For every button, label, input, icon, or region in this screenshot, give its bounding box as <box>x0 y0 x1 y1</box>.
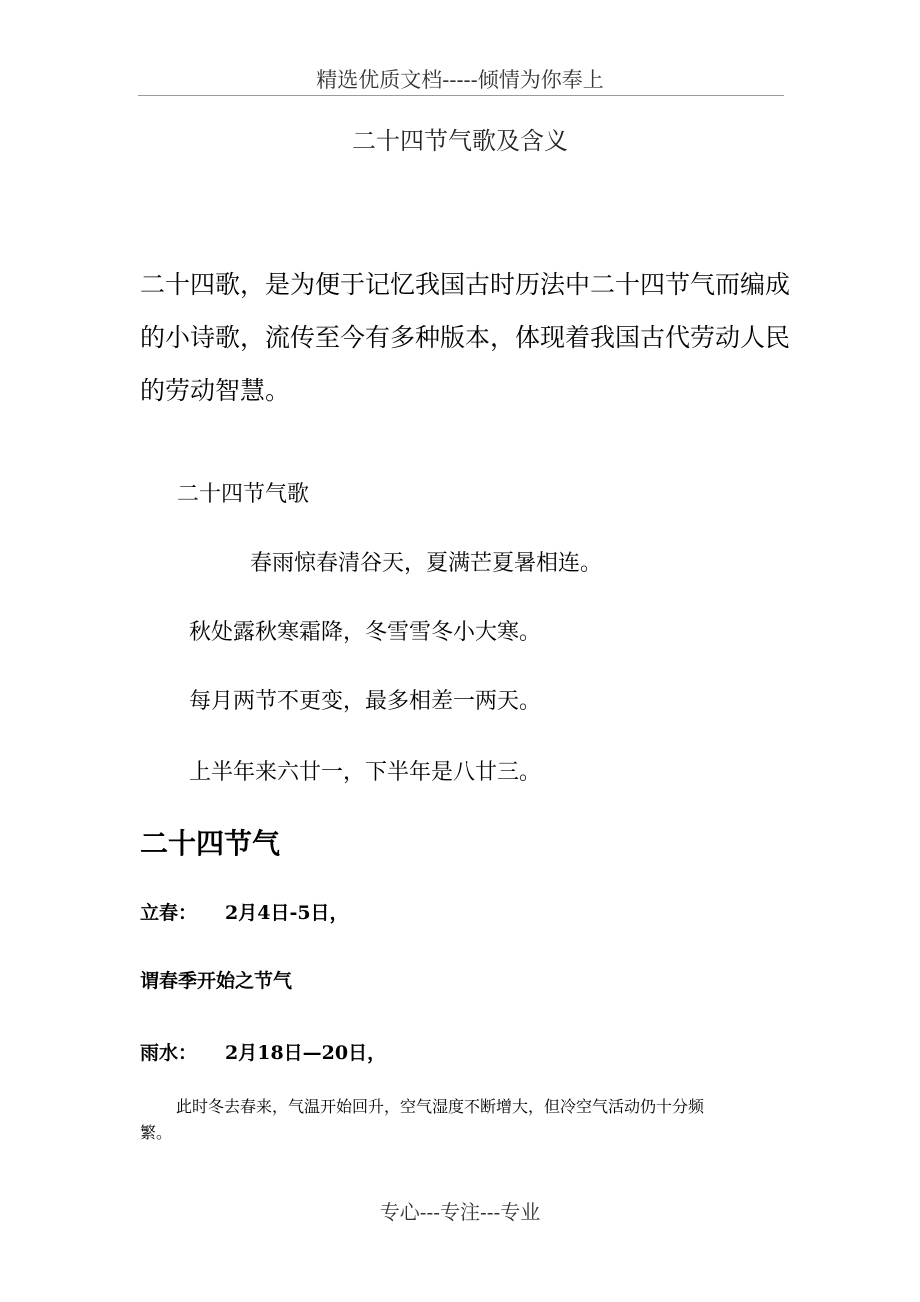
term-lichun <box>140 898 349 925</box>
intro-line: 二十四歌，是为便于记忆我国古时历法中二十四节气而编成 <box>140 270 791 299</box>
intro-line: 的劳动智慧。 <box>140 376 291 405</box>
song-verse: 春雨惊春清谷天，夏满芒夏暑相连。 <box>250 551 603 576</box>
song-verse: 秋处露秋寒霜降，冬雪雪冬小大寒。 <box>189 620 542 645</box>
term-date: 2月18日—20日， <box>225 1042 387 1064</box>
term-date: 2月4日-5日， <box>225 902 349 924</box>
description-line: 繁。 <box>140 1123 173 1142</box>
header-divider <box>138 95 784 96</box>
section-heading: 二十四节气 <box>140 827 281 860</box>
term-description <box>140 1094 790 1146</box>
song-verse: 每月两节不更变，最多相差一两天。 <box>189 689 542 714</box>
term-name: 立春： <box>140 902 198 924</box>
page-header: 精选优质文档-----倾情为你奉上 <box>316 68 604 92</box>
term-yushui <box>140 1038 386 1065</box>
intro-line: 的小诗歌，流传至今有多种版本，体现着我国古代劳动人民 <box>140 323 791 352</box>
term-name: 雨水： <box>140 1042 198 1064</box>
intro-paragraph <box>140 258 790 417</box>
song-title: 二十四节气歌 <box>177 482 310 507</box>
page-footer: 专心---专注---专业 <box>379 1200 541 1224</box>
document-title: 二十四节气歌及含义 <box>352 127 568 155</box>
term-description: 谓春季开始之节气 <box>140 970 293 992</box>
song-verse: 上半年来六廿一，下半年是八廿三。 <box>189 760 542 785</box>
description-line: 此时冬去春来，气温开始回升，空气湿度不断增大，但冷空气活动仍十分频 <box>176 1097 705 1116</box>
